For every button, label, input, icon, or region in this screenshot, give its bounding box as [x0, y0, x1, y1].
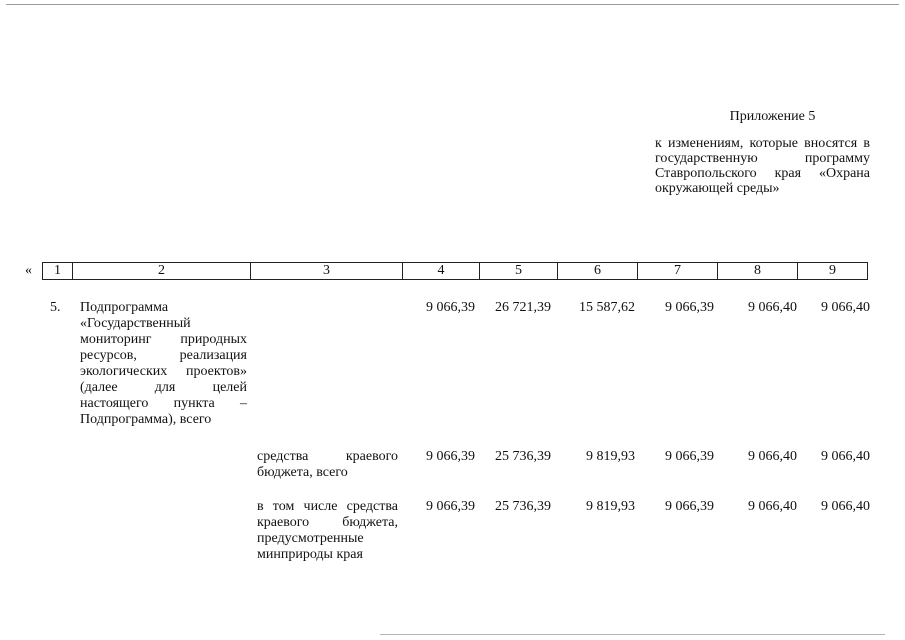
header-col-3: 3 — [251, 263, 403, 280]
scan-border-bottom — [380, 634, 885, 635]
header-col-6: 6 — [558, 263, 638, 280]
header-col-5: 5 — [480, 263, 558, 280]
header-col-2: 2 — [73, 263, 251, 280]
row2-value-col4: 9 066,39 — [426, 449, 475, 464]
row-number: 5. — [50, 300, 61, 315]
row1-value-col4: 9 066,39 — [426, 300, 475, 315]
row2-value-col5: 25 736,39 — [495, 449, 551, 464]
row2-value-col8: 9 066,40 — [748, 449, 797, 464]
appendix-block — [655, 109, 870, 196]
funding-source-detail: в том числе средства краевого бюджета, предусмотренные минприроды края — [257, 499, 398, 562]
row1-value-col6: 15 587,62 — [579, 300, 635, 315]
header-col-1: 1 — [43, 263, 73, 280]
row3-value-col4: 9 066,39 — [426, 499, 475, 514]
row3-value-col7: 9 066,39 — [665, 499, 714, 514]
header-col-8: 8 — [718, 263, 798, 280]
header-col-7: 7 — [638, 263, 718, 280]
row2-value-col9: 9 066,40 — [821, 449, 870, 464]
header-row — [43, 263, 868, 280]
row1-value-col5: 26 721,39 — [495, 300, 551, 315]
appendix-title: Приложение 5 — [729, 109, 816, 124]
row1-value-col7: 9 066,39 — [665, 300, 714, 315]
row3-value-col6: 9 819,93 — [586, 499, 635, 514]
header-col-9: 9 — [798, 263, 868, 280]
row3-value-col8: 9 066,40 — [748, 499, 797, 514]
column-number-header — [42, 262, 868, 280]
row2-value-col6: 9 819,93 — [586, 449, 635, 464]
table-open-quote: « — [25, 263, 32, 278]
appendix-text: к изменениям, которые вносятся в государственную программу Ставропольского края «Охрана окружающей среды» — [655, 136, 870, 196]
row3-value-col9: 9 066,40 — [821, 499, 870, 514]
row1-value-col9: 9 066,40 — [821, 300, 870, 315]
row3-value-col5: 25 736,39 — [495, 499, 551, 514]
row2-value-col7: 9 066,39 — [665, 449, 714, 464]
row1-value-col8: 9 066,40 — [748, 300, 797, 315]
subprogram-name: Подпрограмма «Государственный мониторинг природных ресурсов, реализация экологических проектов» (далее для целей настоящего пункта – Подпрограмма), всего — [80, 300, 247, 427]
header-col-4: 4 — [403, 263, 480, 280]
scan-border-top — [6, 4, 899, 5]
funding-source: средства краевого бюджета, всего — [257, 449, 398, 480]
